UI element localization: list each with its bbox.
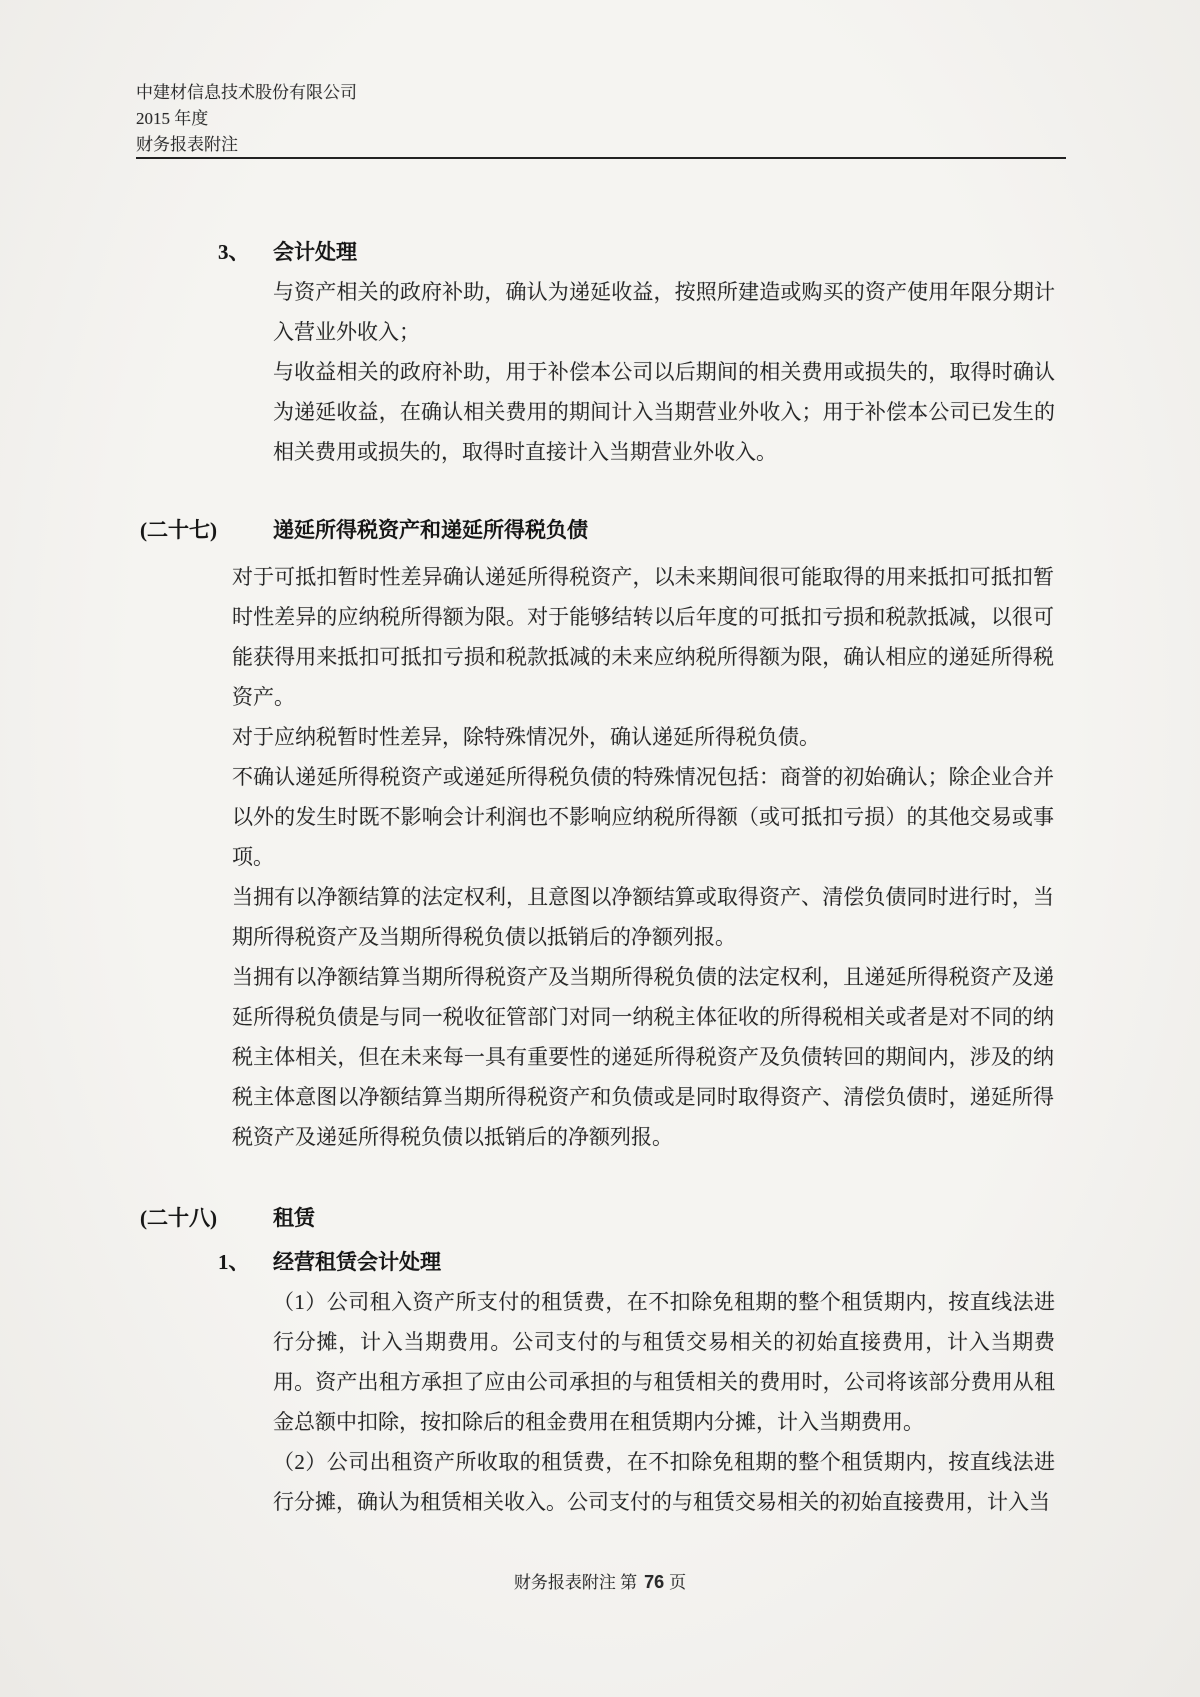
section-label: (二十七)	[140, 518, 217, 542]
subsection-number: 3、	[218, 240, 250, 264]
paragraph: （1）公司租入资产所支付的租赁费，在不扣除免租期的整个租赁期内，按直线法进行分摊，计入当期费用。公司支付的与租赁交易相关的初始直接费用，计入当期费用。资产出租方承担了应由公司承担的与租赁相关的费用时，公司将该部分费用从租金总额中扣除，按扣除后的租金费用在租赁期内分摊，计入当期费用。	[273, 1290, 1055, 1434]
paragraph: 对于应纳税暂时性差异，除特殊情况外，确认递延所得税负债。	[232, 725, 820, 749]
fiscal-year: 2015 年度	[136, 109, 209, 128]
paragraph: 与收益相关的政府补助，用于补偿本公司以后期间的相关费用或损失的，取得时确认为递延收益，在确认相关费用的期间计入当期营业外收入；用于补偿本公司已发生的相关费用或损失的，取得时直接计入当期营业外收入。	[273, 360, 1055, 464]
company-name: 中建材信息技术股份有限公司	[136, 83, 357, 102]
section-title: 递延所得税资产和递延所得税负债	[273, 518, 588, 542]
subsection-heading-accounting-treatment	[218, 232, 357, 272]
page-header	[136, 80, 357, 158]
subsection-heading-operating-lease	[218, 1242, 441, 1282]
page-footer	[0, 1570, 1200, 1595]
doc-title: 财务报表附注	[136, 135, 238, 154]
header-divider	[136, 157, 1066, 159]
subsection-title: 会计处理	[273, 240, 357, 264]
paragraph: 当拥有以净额结算的法定权利，且意图以净额结算或取得资产、清偿负债同时进行时，当期所得税资产及当期所得税负债以抵销后的净额列报。	[232, 885, 1054, 949]
page-number: 76	[644, 1572, 665, 1592]
subsection-body-operating-lease	[273, 1282, 1055, 1522]
paragraph: 与资产相关的政府补助，确认为递延收益，按照所建造或购买的资产使用年限分期计入营业外收入；	[273, 280, 1055, 344]
subsection-number: 1、	[218, 1250, 250, 1274]
section-body-deferred-tax	[232, 557, 1054, 1157]
subsection-body-accounting-treatment	[273, 272, 1055, 472]
paragraph: 对于可抵扣暂时性差异确认递延所得税资产，以未来期间很可能取得的用来抵扣可抵扣暂时性差异的应纳税所得额为限。对于能够结转以后年度的可抵扣亏损和税款抵减，以很可能获得用来抵扣可抵扣亏损和税款抵减的未来应纳税所得额为限，确认相应的递延所得税资产。	[232, 565, 1054, 709]
section-title: 租赁	[273, 1206, 315, 1230]
paragraph: （2）公司出租资产所收取的租赁费，在不扣除免租期的整个租赁期内，按直线法进行分摊，确认为租赁相关收入。公司支付的与租赁交易相关的初始直接费用，计入当	[273, 1450, 1055, 1514]
subsection-title: 经营租赁会计处理	[273, 1250, 441, 1274]
section-heading-deferred-tax	[140, 510, 588, 550]
footer-suffix: 页	[669, 1573, 687, 1592]
section-heading-lease	[140, 1198, 315, 1238]
paragraph: 当拥有以净额结算当期所得税资产及当期所得税负债的法定权利，且递延所得税资产及递延所得税负债是与同一税收征管部门对同一纳税主体征收的所得税相关或者是对不同的纳税主体相关，但在未来每一具有重要性的递延所得税资产及负债转回的期间内，涉及的纳税主体意图以净额结算当期所得税资产和负债或是同时取得资产、清偿负债时，递延所得税资产及递延所得税负债以抵销后的净额列报。	[232, 965, 1054, 1149]
paragraph: 不确认递延所得税资产或递延所得税负债的特殊情况包括：商誉的初始确认；除企业合并以外的发生时既不影响会计利润也不影响应纳税所得额（或可抵扣亏损）的其他交易或事项。	[232, 765, 1054, 869]
footer-label: 财务报表附注 第	[513, 1573, 638, 1592]
section-label: (二十八)	[140, 1206, 217, 1230]
